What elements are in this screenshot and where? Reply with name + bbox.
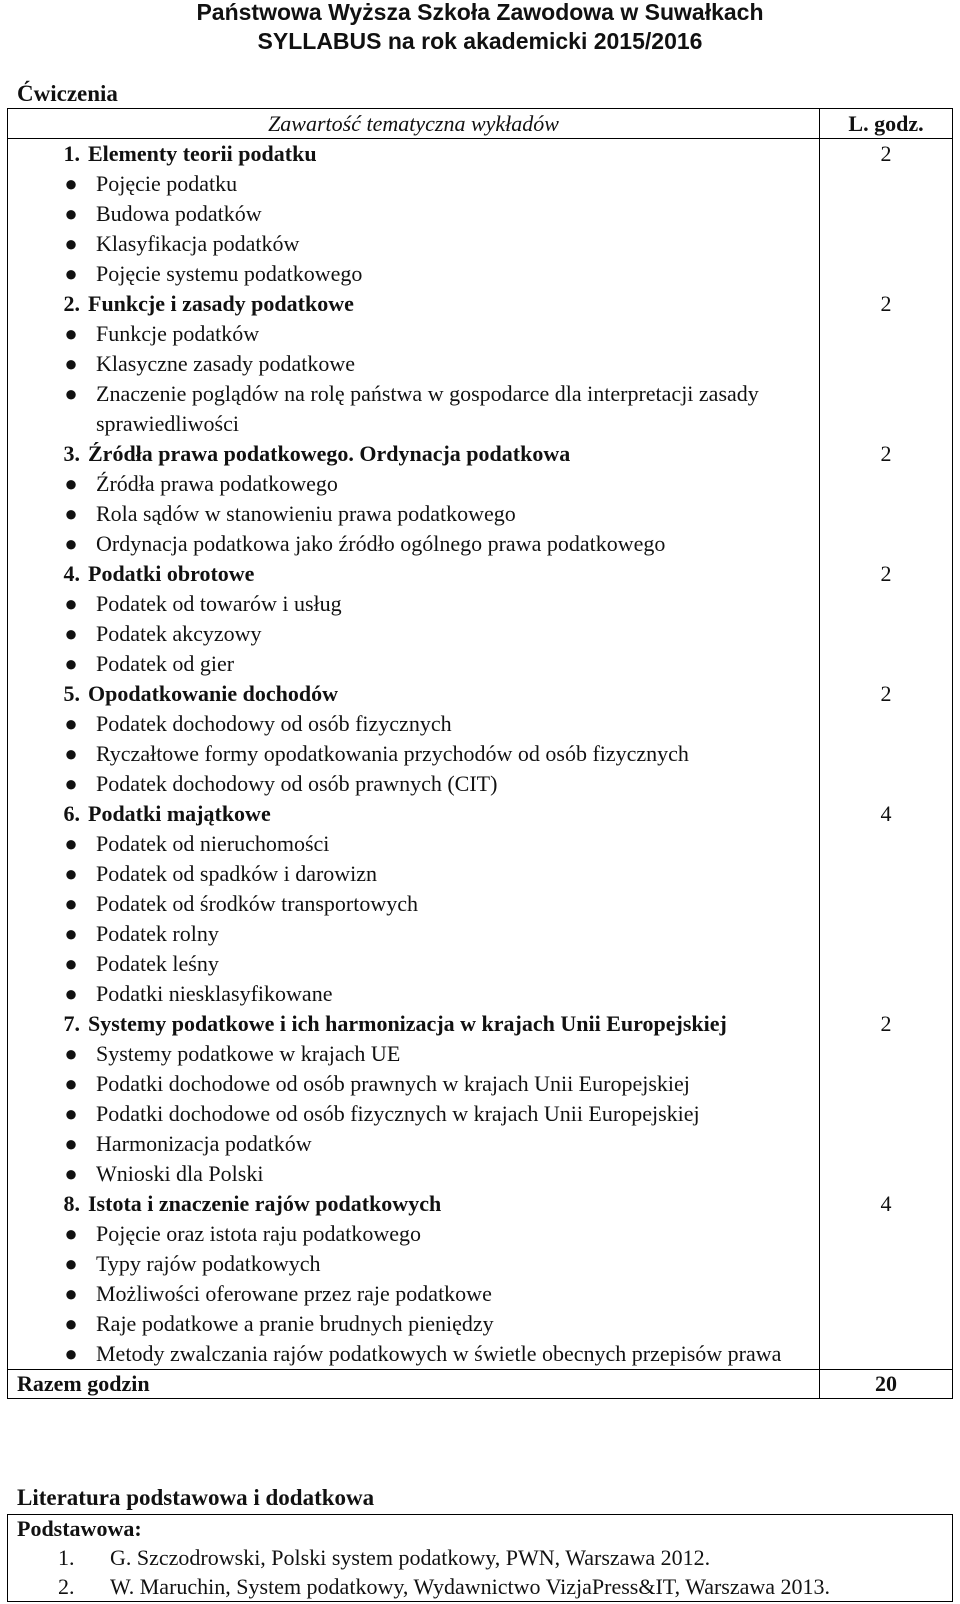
topic-title: Podatki majątkowe [88,801,271,826]
bullet-icon: ● [64,321,78,346]
topic-title-row [8,799,819,829]
topic-number: 8. [63,1191,80,1216]
topic-item [8,829,819,859]
topic-item [8,859,819,889]
topic-item [8,589,819,619]
topic-hours: 2 [880,291,892,316]
bullet-icon: ● [64,1161,78,1186]
topic-item [8,1279,819,1309]
bullet-icon: ● [64,861,78,886]
topic-title: Elementy teorii podatku [88,141,317,166]
topic-item-text: Klasyczne zasady podatkowe [96,351,356,376]
total-value: 20 [820,1370,953,1399]
bullet-icon: ● [64,261,78,286]
bullet-icon: ● [64,231,78,256]
topic-title-row [8,439,819,469]
literature-list [8,1543,952,1601]
topic-item-text: Harmonizacja podatków [96,1131,312,1156]
total-row [8,1370,953,1399]
literature-item [8,1543,952,1572]
bullet-icon: ● [64,951,78,976]
column-header-topics: Zawartość tematyczna wykładów [8,109,820,139]
topic-item-text: Ryczałtowe formy opodatkowania przychodów od osób fizycznych [96,741,689,766]
topic-item-text: Funkcje podatków [96,321,260,346]
topic-item-text: Podatki dochodowe od osób prawnych w krajach Unii Europejskiej [96,1071,690,1096]
topic-item-text: Podatek od gier [96,651,235,676]
bullet-icon: ● [64,621,78,646]
topic-item-text: Klasyfikacja podatków [96,231,300,256]
topic-item [8,1159,819,1189]
topic-hours-block [820,799,952,1009]
bullet-icon: ● [64,1041,78,1066]
topic-number: 5. [63,681,80,706]
topic-item [8,1039,819,1069]
syllabus-title: SYLLABUS na rok akademicki 2015/2016 [257,28,703,54]
topic-title: Istota i znaczenie rajów podatkowych [88,1191,442,1216]
literature-heading: Literatura podstawowa i dodatkowa [17,1485,375,1510]
topic-item-text: Podatek od nieruchomości [96,831,330,856]
topic-title: Systemy podatkowe i ich harmonizacja w krajach Unii Europejskiej [88,1011,727,1036]
topic-item [8,199,819,229]
topic-item [8,709,819,739]
topic-item-text: Podatek od środków transportowych [96,891,419,916]
topic-item [8,1249,819,1279]
topic-item [8,469,819,499]
topic-hours-block [820,139,952,289]
topic-item-text: Systemy podatkowe w krajach UE [96,1041,401,1066]
bullet-icon: ● [64,531,78,556]
topic-hours-block [820,1009,952,1189]
bullet-icon: ● [64,1341,78,1366]
topic-title-row [8,1189,819,1219]
topic-hours: 2 [880,561,892,586]
bullet-icon: ● [64,1131,78,1156]
topic-hours: 2 [880,681,892,706]
topic-item-text: Podatek dochodowy od osób prawnych (CIT) [96,771,498,796]
topic-number: 6. [63,801,80,826]
bullet-icon: ● [64,201,78,226]
topic-item-text: Podatki dochodowe od osób fizycznych w krajach Unii Europejskiej [96,1101,700,1126]
topic-item [8,649,819,679]
topic-hours: 2 [880,141,892,166]
topic-number: 7. [63,1011,80,1036]
topic-item-text: Podatek akcyzowy [96,621,262,646]
hours-cell [820,139,953,1370]
topic-item-text: Pojęcie oraz istota raju podatkowego [96,1221,422,1246]
bullet-icon: ● [64,351,78,376]
literature-text: W. Maruchin, System podatkowy, Wydawnictwo VizjaPress&IT, Warszawa 2013. [110,1574,831,1599]
bullet-icon: ● [64,1221,78,1246]
topic-number: 2. [63,291,80,316]
topic-item-text: Pojęcie systemu podatkowego [96,261,363,286]
topic-title: Podatki obrotowe [88,561,255,586]
institution-title: Państwowa Wyższa Szkoła Zawodowa w Suwałkach [196,0,764,25]
topic-item-text: Metody zwalczania rajów podatkowych w świetle obecnych przepisów prawa [96,1341,782,1366]
topic-item [8,979,819,1009]
bullet-icon: ● [64,1071,78,1096]
topic-item [8,319,819,349]
topic-item-text: Raje podatkowe a pranie brudnych pieniędzy [96,1311,494,1336]
bullet-icon: ● [64,831,78,856]
topic-hours: 2 [880,441,892,466]
topic-hours: 4 [880,801,892,826]
literature-box [7,1514,953,1602]
topic-item [8,949,819,979]
topic-item-text: Możliwości oferowane przez raje podatkowe [96,1281,492,1306]
topic-title-row [8,559,819,589]
topic-hours-block [820,679,952,799]
literature-item [8,1572,952,1601]
topic-item [8,1219,819,1249]
topic-item [8,499,819,529]
topic-item [8,1339,819,1369]
topic-item [8,1099,819,1129]
topic-number: 1. [63,141,80,166]
bullet-icon: ● [64,1101,78,1126]
bullet-icon: ● [64,891,78,916]
topic-item [8,169,819,199]
table-header-row [8,109,953,139]
topic-number: 3. [63,441,80,466]
topic-title-row [8,139,819,169]
topic-item-text: Znaczenie poglądów na rolę państwa w gospodarce dla interpretacji zasady sprawiedliwości [96,381,759,436]
topic-item [8,379,819,439]
bullet-icon: ● [64,501,78,526]
topic-hours: 2 [880,1011,892,1036]
topic-title: Funkcje i zasady podatkowe [88,291,354,316]
bullet-icon: ● [64,921,78,946]
literature-number: 1. [58,1545,75,1570]
topics-table [7,108,953,1399]
topic-item-text: Budowa podatków [96,201,262,226]
topic-hours-block [820,559,952,679]
topic-title-row [8,679,819,709]
topics-cell [8,139,820,1370]
literature-subheading: Podstawowa: [17,1516,142,1541]
topic-item-text: Podatek rolny [96,921,219,946]
topic-item-text: Podatek od spadków i darowizn [96,861,378,886]
topics-body-row [8,139,953,1370]
topic-title-row [8,1009,819,1039]
section-label: Ćwiczenia [17,81,118,106]
topic-item-text: Wnioski dla Polski [96,1161,264,1186]
topic-title: Źródła prawa podatkowego. Ordynacja podatkowa [88,441,571,466]
topic-hours-block [820,289,952,439]
bullet-icon: ● [64,381,78,406]
topic-item [8,259,819,289]
topic-item [8,619,819,649]
topic-title-row [8,289,819,319]
column-header-hours: L. godz. [820,109,953,139]
topic-item [8,1309,819,1339]
topic-item-text: Pojęcie podatku [96,171,238,196]
topic-item-text: Podatki niesklasyfikowane [96,981,333,1006]
bullet-icon: ● [64,591,78,616]
bullet-icon: ● [64,1251,78,1276]
topic-item [8,739,819,769]
topic-item [8,889,819,919]
topic-item-text: Ordynacja podatkowa jako źródło ogólnego prawa podatkowego [96,531,666,556]
topic-item-text: Źródła prawa podatkowego [96,471,338,496]
topic-item [8,769,819,799]
bullet-icon: ● [64,711,78,736]
topic-item [8,229,819,259]
topic-item [8,1069,819,1099]
bullet-icon: ● [64,741,78,766]
topic-number: 4. [63,561,80,586]
topic-item-text: Typy rajów podatkowych [96,1251,321,1276]
bullet-icon: ● [64,471,78,496]
bullet-icon: ● [64,171,78,196]
bullet-icon: ● [64,981,78,1006]
literature-number: 2. [58,1574,75,1599]
bullet-icon: ● [64,1281,78,1306]
bullet-icon: ● [64,651,78,676]
topic-hours-block [820,1189,952,1369]
topic-item-text: Rola sądów w stanowieniu prawa podatkowego [96,501,516,526]
bullet-icon: ● [64,771,78,796]
total-label: Razem godzin [8,1370,820,1399]
topic-item [8,529,819,559]
topic-item [8,349,819,379]
topic-item-text: Podatek dochodowy od osób fizycznych [96,711,452,736]
topic-title: Opodatkowanie dochodów [88,681,339,706]
literature-text: G. Szczodrowski, Polski system podatkowy, PWN, Warszawa 2012. [110,1545,711,1570]
topic-item-text: Podatek leśny [96,951,219,976]
topic-hours-block [820,439,952,559]
topic-item [8,1129,819,1159]
bullet-icon: ● [64,1311,78,1336]
topic-hours: 4 [880,1191,892,1216]
topic-item [8,919,819,949]
topic-item-text: Podatek od towarów i usług [96,591,342,616]
